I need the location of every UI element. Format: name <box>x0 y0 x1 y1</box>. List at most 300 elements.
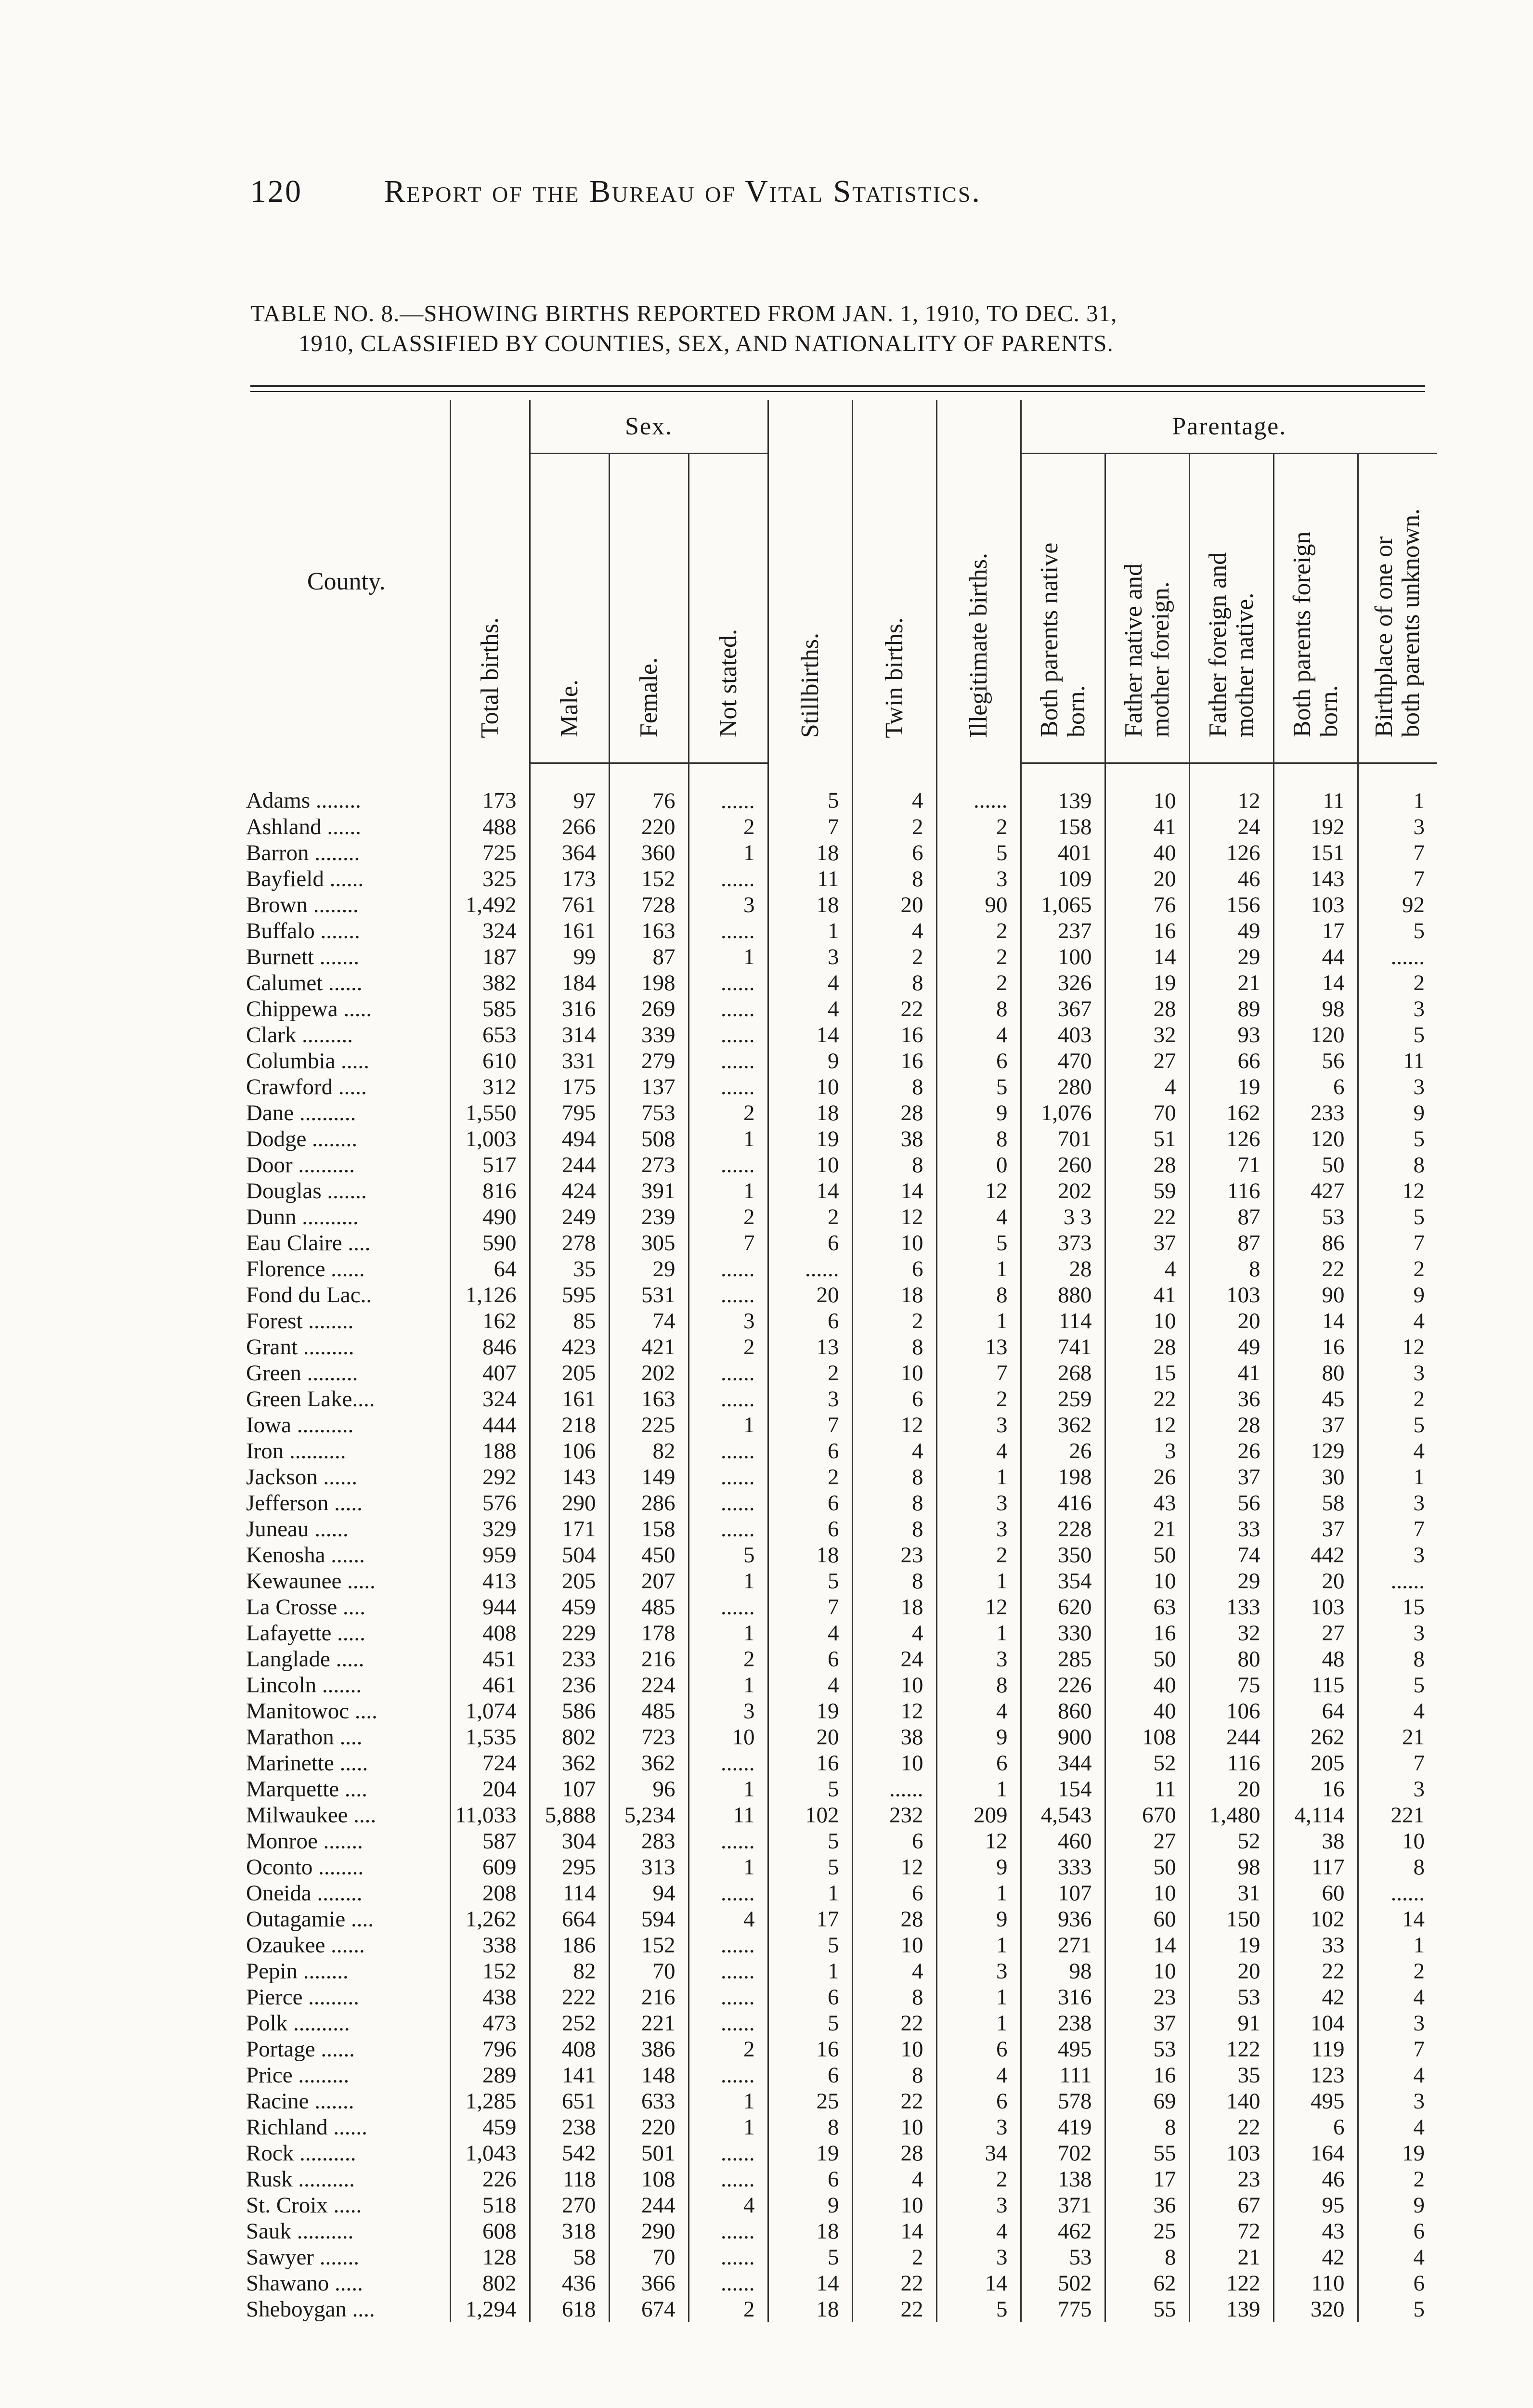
cell-male: 651 <box>530 2088 609 2114</box>
cell-female: 207 <box>609 1568 689 1594</box>
caption-line-2: 1910, CLASSIFIED BY COUNTIES, SEX, AND NATIONALITY OF PARENTS. <box>299 330 1114 356</box>
cell-twins: 8 <box>852 1516 936 1542</box>
cell-father-foreign: 140 <box>1189 2088 1273 2114</box>
cell-total: 187 <box>450 944 530 970</box>
cell-father-foreign: 28 <box>1189 1412 1273 1438</box>
cell-both-native: 280 <box>1021 1074 1105 1100</box>
table-row <box>243 1360 1437 1386</box>
cell-stillbirths: 13 <box>768 1334 852 1360</box>
cell-both-native: 416 <box>1021 1490 1105 1516</box>
cell-twins: 10 <box>852 2192 936 2218</box>
cell-female: 244 <box>609 2192 689 2218</box>
cell-both-foreign: 14 <box>1273 970 1358 996</box>
cell-total: 438 <box>450 1984 530 2010</box>
cell-male: 364 <box>530 840 609 866</box>
cell-total: 796 <box>450 2036 530 2062</box>
cell-unknown: 12 <box>1358 1178 1437 1204</box>
cell-male: 252 <box>530 2010 609 2036</box>
cell-total: 324 <box>450 918 530 944</box>
cell-county: Buffalo ....... <box>246 918 360 943</box>
cell-father-native: 14 <box>1105 944 1189 970</box>
cell-county: Polk .......... <box>246 2011 350 2036</box>
page-header <box>250 173 981 210</box>
cell-male: 318 <box>530 2218 609 2244</box>
cell-unknown: 21 <box>1358 1724 1437 1750</box>
cell-unknown: 1 <box>1358 1464 1437 1490</box>
cell-both-foreign: 44 <box>1273 944 1358 970</box>
cell-female: 163 <box>609 1386 689 1412</box>
cell-unknown: 3 <box>1358 1490 1437 1516</box>
cell-twins: 10 <box>852 1672 936 1698</box>
cell-father-foreign: 71 <box>1189 1152 1273 1178</box>
cell-county: Manitowoc .... <box>246 1699 377 1724</box>
cell-father-foreign: 162 <box>1189 1100 1273 1126</box>
cell-total: 382 <box>450 970 530 996</box>
cell-father-native: 50 <box>1105 1542 1189 1568</box>
cell-father-native: 32 <box>1105 1022 1189 1048</box>
cell-twins: 8 <box>852 1984 936 2010</box>
cell-county: Burnett ....... <box>246 944 359 969</box>
cell-both-native: 237 <box>1021 918 1105 944</box>
cell-unknown: 2 <box>1358 1386 1437 1412</box>
cell-both-native: 107 <box>1021 1880 1105 1906</box>
cell-unknown: 3 <box>1358 1360 1437 1386</box>
cell-twins: 6 <box>852 1256 936 1282</box>
cell-county: Price ......... <box>246 2063 350 2088</box>
cell-twins: 10 <box>852 1932 936 1958</box>
cell-not-stated: ...... <box>689 1386 768 1412</box>
cell-not-stated: ...... <box>689 1828 768 1854</box>
cell-female: 158 <box>609 1516 689 1542</box>
cell-both-native: 344 <box>1021 1750 1105 1776</box>
cell-female: 216 <box>609 1984 689 2010</box>
cell-both-native: 350 <box>1021 1542 1105 1568</box>
cell-female: 508 <box>609 1126 689 1152</box>
table-row <box>243 1048 1437 1074</box>
cell-both-native: 139 <box>1021 763 1105 814</box>
cell-illegitimate: 0 <box>936 1152 1021 1178</box>
header-county: County. <box>307 567 386 595</box>
cell-twins: 22 <box>852 2270 936 2296</box>
cell-county: Oneida ........ <box>246 1881 363 1906</box>
table-row <box>243 996 1437 1022</box>
cell-father-foreign: 8 <box>1189 1256 1273 1282</box>
cell-father-native: 37 <box>1105 1230 1189 1256</box>
cell-twins: 6 <box>852 1386 936 1412</box>
cell-total: 1,262 <box>450 1906 530 1932</box>
cell-father-foreign: 49 <box>1189 918 1273 944</box>
cell-unknown: 14 <box>1358 1906 1437 1932</box>
cell-female: 152 <box>609 866 689 892</box>
cell-both-foreign: 27 <box>1273 1620 1358 1646</box>
cell-both-native: 158 <box>1021 814 1105 840</box>
cell-father-foreign: 56 <box>1189 1490 1273 1516</box>
cell-male: 314 <box>530 1022 609 1048</box>
cell-twins: 8 <box>852 1152 936 1178</box>
cell-male: 304 <box>530 1828 609 1854</box>
cell-both-native: 860 <box>1021 1698 1105 1724</box>
cell-unknown: 4 <box>1358 2062 1437 2088</box>
cell-father-foreign: 89 <box>1189 996 1273 1022</box>
cell-not-stated: 11 <box>689 1802 768 1828</box>
cell-total: 959 <box>450 1542 530 1568</box>
cell-father-native: 8 <box>1105 2244 1189 2270</box>
top-rule <box>250 385 1425 387</box>
cell-father-native: 25 <box>1105 2218 1189 2244</box>
cell-father-foreign: 75 <box>1189 1672 1273 1698</box>
cell-illegitimate: 8 <box>936 1126 1021 1152</box>
cell-county: Pepin ........ <box>246 1959 349 1984</box>
cell-twins: 20 <box>852 892 936 918</box>
cell-not-stated: 3 <box>689 1698 768 1724</box>
cell-both-native: 367 <box>1021 996 1105 1022</box>
header-male: Male. <box>530 454 609 763</box>
cell-father-native: 28 <box>1105 1334 1189 1360</box>
cell-male: 222 <box>530 1984 609 2010</box>
cell-county: Lincoln ....... <box>246 1673 362 1698</box>
cell-not-stated: ...... <box>689 1048 768 1074</box>
cell-total: 1,550 <box>450 1100 530 1126</box>
cell-father-native: 27 <box>1105 1828 1189 1854</box>
cell-twins: 10 <box>852 2036 936 2062</box>
cell-both-foreign: 442 <box>1273 1542 1358 1568</box>
cell-father-foreign: 53 <box>1189 1984 1273 2010</box>
cell-female: 76 <box>609 763 689 814</box>
cell-both-foreign: 102 <box>1273 1906 1358 1932</box>
cell-both-native: 578 <box>1021 2088 1105 2114</box>
table-row <box>243 970 1437 996</box>
table-row <box>243 1620 1437 1646</box>
cell-county: Brown ........ <box>246 892 359 917</box>
cell-father-foreign: 23 <box>1189 2166 1273 2192</box>
cell-not-stated: 2 <box>689 814 768 840</box>
cell-female: 137 <box>609 1074 689 1100</box>
table-row <box>243 1334 1437 1360</box>
cell-illegitimate: 6 <box>936 2088 1021 2114</box>
cell-total: 162 <box>450 1308 530 1334</box>
cell-unknown: 3 <box>1358 1074 1437 1100</box>
cell-twins: ...... <box>852 1776 936 1802</box>
cell-stillbirths: 9 <box>768 2192 852 2218</box>
cell-total: 292 <box>450 1464 530 1490</box>
cell-unknown: 7 <box>1358 1750 1437 1776</box>
cell-father-native: 22 <box>1105 1386 1189 1412</box>
cell-illegitimate: 12 <box>936 1828 1021 1854</box>
cell-stillbirths: 16 <box>768 2036 852 2062</box>
cell-unknown: 6 <box>1358 2218 1437 2244</box>
cell-stillbirths: 19 <box>768 1698 852 1724</box>
table-row <box>243 944 1437 970</box>
table-row <box>243 1152 1437 1178</box>
cell-male: 186 <box>530 1932 609 1958</box>
cell-county: Florence ...... <box>246 1256 365 1282</box>
cell-both-foreign: 320 <box>1273 2296 1358 2322</box>
cell-both-foreign: 50 <box>1273 1152 1358 1178</box>
table-row <box>243 1126 1437 1152</box>
cell-both-foreign: 16 <box>1273 1776 1358 1802</box>
cell-county: Marinette ..... <box>246 1751 368 1776</box>
cell-father-native: 59 <box>1105 1178 1189 1204</box>
cell-total: 1,043 <box>450 2140 530 2166</box>
cell-father-native: 40 <box>1105 1698 1189 1724</box>
cell-county: Sheboygan .... <box>246 2297 375 2322</box>
cell-male: 184 <box>530 970 609 996</box>
cell-county: Bayfield ...... <box>246 866 364 891</box>
cell-illegitimate: 9 <box>936 1724 1021 1750</box>
cell-father-foreign: 87 <box>1189 1204 1273 1230</box>
cell-both-foreign: 151 <box>1273 840 1358 866</box>
cell-twins: 6 <box>852 1828 936 1854</box>
cell-not-stated: ...... <box>689 2244 768 2270</box>
table-row <box>243 2218 1437 2244</box>
cell-county: St. Croix ..... <box>246 2193 362 2218</box>
cell-father-foreign: 106 <box>1189 1698 1273 1724</box>
cell-illegitimate: 2 <box>936 918 1021 944</box>
cell-county: Kenosha ...... <box>246 1543 365 1568</box>
cell-both-native: 371 <box>1021 2192 1105 2218</box>
cell-total: 1,285 <box>450 2088 530 2114</box>
cell-not-stated: 1 <box>689 1568 768 1594</box>
cell-both-foreign: 48 <box>1273 1646 1358 1672</box>
cell-female: 149 <box>609 1464 689 1490</box>
cell-illegitimate: 4 <box>936 1204 1021 1230</box>
cell-county: Crawford ..... <box>246 1074 367 1099</box>
cell-father-native: 36 <box>1105 2192 1189 2218</box>
cell-father-native: 43 <box>1105 1490 1189 1516</box>
cell-both-native: 28 <box>1021 1256 1105 1282</box>
table-row <box>243 918 1437 944</box>
cell-total: 1,535 <box>450 1724 530 1750</box>
cell-female: 70 <box>609 2244 689 2270</box>
cell-unknown: 2 <box>1358 1958 1437 1984</box>
cell-stillbirths: 14 <box>768 1022 852 1048</box>
table-row <box>243 1464 1437 1490</box>
cell-both-foreign: 45 <box>1273 1386 1358 1412</box>
cell-unknown: 1 <box>1358 763 1437 814</box>
cell-illegitimate: 2 <box>936 970 1021 996</box>
cell-county: Door .......... <box>246 1152 355 1178</box>
cell-father-native: 63 <box>1105 1594 1189 1620</box>
cell-both-foreign: 119 <box>1273 2036 1358 2062</box>
cell-father-foreign: 26 <box>1189 1438 1273 1464</box>
table-row <box>243 1438 1437 1464</box>
cell-female: 531 <box>609 1282 689 1308</box>
cell-female: 152 <box>609 1932 689 1958</box>
cell-father-native: 16 <box>1105 2062 1189 2088</box>
cell-unknown: 2 <box>1358 970 1437 996</box>
cell-female: 386 <box>609 2036 689 2062</box>
cell-illegitimate: 2 <box>936 944 1021 970</box>
cell-total: 329 <box>450 1516 530 1542</box>
cell-county: Chippewa ..... <box>246 996 372 1021</box>
table-row <box>243 1230 1437 1256</box>
cell-county: Douglas ....... <box>246 1178 367 1204</box>
cell-male: 494 <box>530 1126 609 1152</box>
cell-both-native: 775 <box>1021 2296 1105 2322</box>
table-row <box>243 1022 1437 1048</box>
header-father-native: Father native and mother foreign. <box>1105 454 1189 763</box>
cell-both-foreign: 143 <box>1273 866 1358 892</box>
cell-illegitimate: 2 <box>936 814 1021 840</box>
cell-female: 202 <box>609 1360 689 1386</box>
group-header-sex: Sex. <box>530 400 768 454</box>
cell-not-stated: 1 <box>689 1620 768 1646</box>
cell-not-stated: ...... <box>689 2166 768 2192</box>
cell-twins: 8 <box>852 970 936 996</box>
cell-female: 279 <box>609 1048 689 1074</box>
cell-both-native: 936 <box>1021 1906 1105 1932</box>
cell-not-stated: 1 <box>689 1854 768 1880</box>
cell-twins: 8 <box>852 1490 936 1516</box>
cell-both-foreign: 6 <box>1273 2114 1358 2140</box>
cell-not-stated: 1 <box>689 1178 768 1204</box>
header-unknown: Birthplace of one or both parents unknown. <box>1358 454 1437 763</box>
cell-stillbirths: 5 <box>768 2244 852 2270</box>
cell-both-native: 98 <box>1021 1958 1105 1984</box>
cell-father-native: 108 <box>1105 1724 1189 1750</box>
cell-not-stated: ...... <box>689 2062 768 2088</box>
table-row <box>243 2010 1437 2036</box>
cell-not-stated: ...... <box>689 1282 768 1308</box>
cell-father-native: 10 <box>1105 1958 1189 1984</box>
cell-male: 290 <box>530 1490 609 1516</box>
cell-county: Dane .......... <box>246 1100 356 1125</box>
table-body <box>243 763 1437 2323</box>
cell-male: 141 <box>530 2062 609 2088</box>
cell-county: Eau Claire .... <box>246 1230 371 1256</box>
cell-county: Sawyer ....... <box>246 2245 359 2270</box>
table-row <box>243 1984 1437 2010</box>
cell-stillbirths: 1 <box>768 1880 852 1906</box>
cell-illegitimate: 1 <box>936 1984 1021 2010</box>
cell-both-foreign: 33 <box>1273 1932 1358 1958</box>
cell-both-foreign: 60 <box>1273 1880 1358 1906</box>
cell-county: Green ......... <box>246 1361 358 1386</box>
cell-total: 576 <box>450 1490 530 1516</box>
cell-father-native: 40 <box>1105 840 1189 866</box>
cell-stillbirths: 18 <box>768 2218 852 2244</box>
cell-not-stated: ...... <box>689 1516 768 1542</box>
cell-total: 473 <box>450 2010 530 2036</box>
cell-county: Rock .......... <box>246 2141 356 2166</box>
cell-father-native: 27 <box>1105 1048 1189 1074</box>
cell-county: Rusk .......... <box>246 2167 355 2192</box>
cell-stillbirths: 7 <box>768 1594 852 1620</box>
cell-total: 653 <box>450 1022 530 1048</box>
cell-father-native: 62 <box>1105 2270 1189 2296</box>
cell-father-foreign: 36 <box>1189 1386 1273 1412</box>
cell-unknown: 5 <box>1358 1672 1437 1698</box>
cell-female: 728 <box>609 892 689 918</box>
header-not-stated: Not stated. <box>689 454 768 763</box>
cell-illegitimate: 3 <box>936 1958 1021 1984</box>
cell-stillbirths: 102 <box>768 1802 852 1828</box>
cell-female: 178 <box>609 1620 689 1646</box>
cell-father-foreign: 37 <box>1189 1464 1273 1490</box>
cell-female: 290 <box>609 2218 689 2244</box>
cell-father-native: 76 <box>1105 892 1189 918</box>
cell-female: 753 <box>609 1100 689 1126</box>
cell-stillbirths: 18 <box>768 892 852 918</box>
cell-illegitimate: 8 <box>936 1672 1021 1698</box>
cell-illegitimate: 5 <box>936 1074 1021 1100</box>
cell-female: 220 <box>609 814 689 840</box>
cell-father-native: 4 <box>1105 1256 1189 1282</box>
cell-stillbirths: 19 <box>768 2140 852 2166</box>
cell-father-foreign: 29 <box>1189 944 1273 970</box>
header-father-foreign: Father foreign and mother native. <box>1189 454 1273 763</box>
cell-unknown: 5 <box>1358 1412 1437 1438</box>
cell-both-foreign: 53 <box>1273 1204 1358 1230</box>
cell-male: 586 <box>530 1698 609 1724</box>
cell-female: 221 <box>609 2010 689 2036</box>
cell-male: 331 <box>530 1048 609 1074</box>
cell-not-stated: 3 <box>689 1308 768 1334</box>
cell-both-foreign: 37 <box>1273 1516 1358 1542</box>
cell-both-foreign: 164 <box>1273 2140 1358 2166</box>
cell-unknown: 7 <box>1358 840 1437 866</box>
cell-illegitimate: 3 <box>936 1646 1021 1672</box>
cell-illegitimate: 1 <box>936 1932 1021 1958</box>
cell-unknown: 19 <box>1358 2140 1437 2166</box>
cell-unknown: 4 <box>1358 1308 1437 1334</box>
cell-not-stated: 3 <box>689 892 768 918</box>
cell-stillbirths: 6 <box>768 1230 852 1256</box>
cell-both-native: 701 <box>1021 1126 1105 1152</box>
cell-total: 490 <box>450 1204 530 1230</box>
cell-both-native: 620 <box>1021 1594 1105 1620</box>
cell-father-foreign: 41 <box>1189 1360 1273 1386</box>
cell-male: 238 <box>530 2114 609 2140</box>
cell-county: Oconto ........ <box>246 1855 364 1880</box>
cell-female: 220 <box>609 2114 689 2140</box>
cell-female: 96 <box>609 1776 689 1802</box>
cell-father-foreign: 21 <box>1189 2244 1273 2270</box>
cell-county: Shawano ..... <box>246 2271 363 2296</box>
cell-total: 1,294 <box>450 2296 530 2322</box>
cell-twins: 23 <box>852 1542 936 1568</box>
cell-female: 273 <box>609 1152 689 1178</box>
cell-father-foreign: 20 <box>1189 1308 1273 1334</box>
cell-twins: 24 <box>852 1646 936 1672</box>
cell-county: Kewaunee ..... <box>246 1569 376 1594</box>
cell-both-foreign: 98 <box>1273 996 1358 1022</box>
cell-male: 236 <box>530 1672 609 1698</box>
cell-total: 944 <box>450 1594 530 1620</box>
cell-illegitimate: ...... <box>936 763 1021 814</box>
table-row <box>243 1308 1437 1334</box>
cell-both-foreign: 4,114 <box>1273 1802 1358 1828</box>
cell-twins: 6 <box>852 840 936 866</box>
cell-father-native: 20 <box>1105 866 1189 892</box>
cell-twins: 4 <box>852 1958 936 1984</box>
cell-female: 87 <box>609 944 689 970</box>
cell-twins: 2 <box>852 1308 936 1334</box>
cell-county: Ozaukee ...... <box>246 1933 365 1958</box>
cell-twins: 12 <box>852 1854 936 1880</box>
cell-stillbirths: 25 <box>768 2088 852 2114</box>
cell-male: 408 <box>530 2036 609 2062</box>
cell-not-stated: ...... <box>689 1022 768 1048</box>
cell-illegitimate: 34 <box>936 2140 1021 2166</box>
cell-twins: 16 <box>852 1048 936 1074</box>
cell-father-native: 52 <box>1105 1750 1189 1776</box>
caption-line-1: TABLE NO. 8.—SHOWING BIRTHS REPORTED FROM JAN. 1, 1910, TO DEC. 31, <box>250 300 1117 327</box>
cell-both-foreign: 30 <box>1273 1464 1358 1490</box>
table-row <box>243 1646 1437 1672</box>
cell-father-foreign: 31 <box>1189 1880 1273 1906</box>
cell-illegitimate: 209 <box>936 1802 1021 1828</box>
